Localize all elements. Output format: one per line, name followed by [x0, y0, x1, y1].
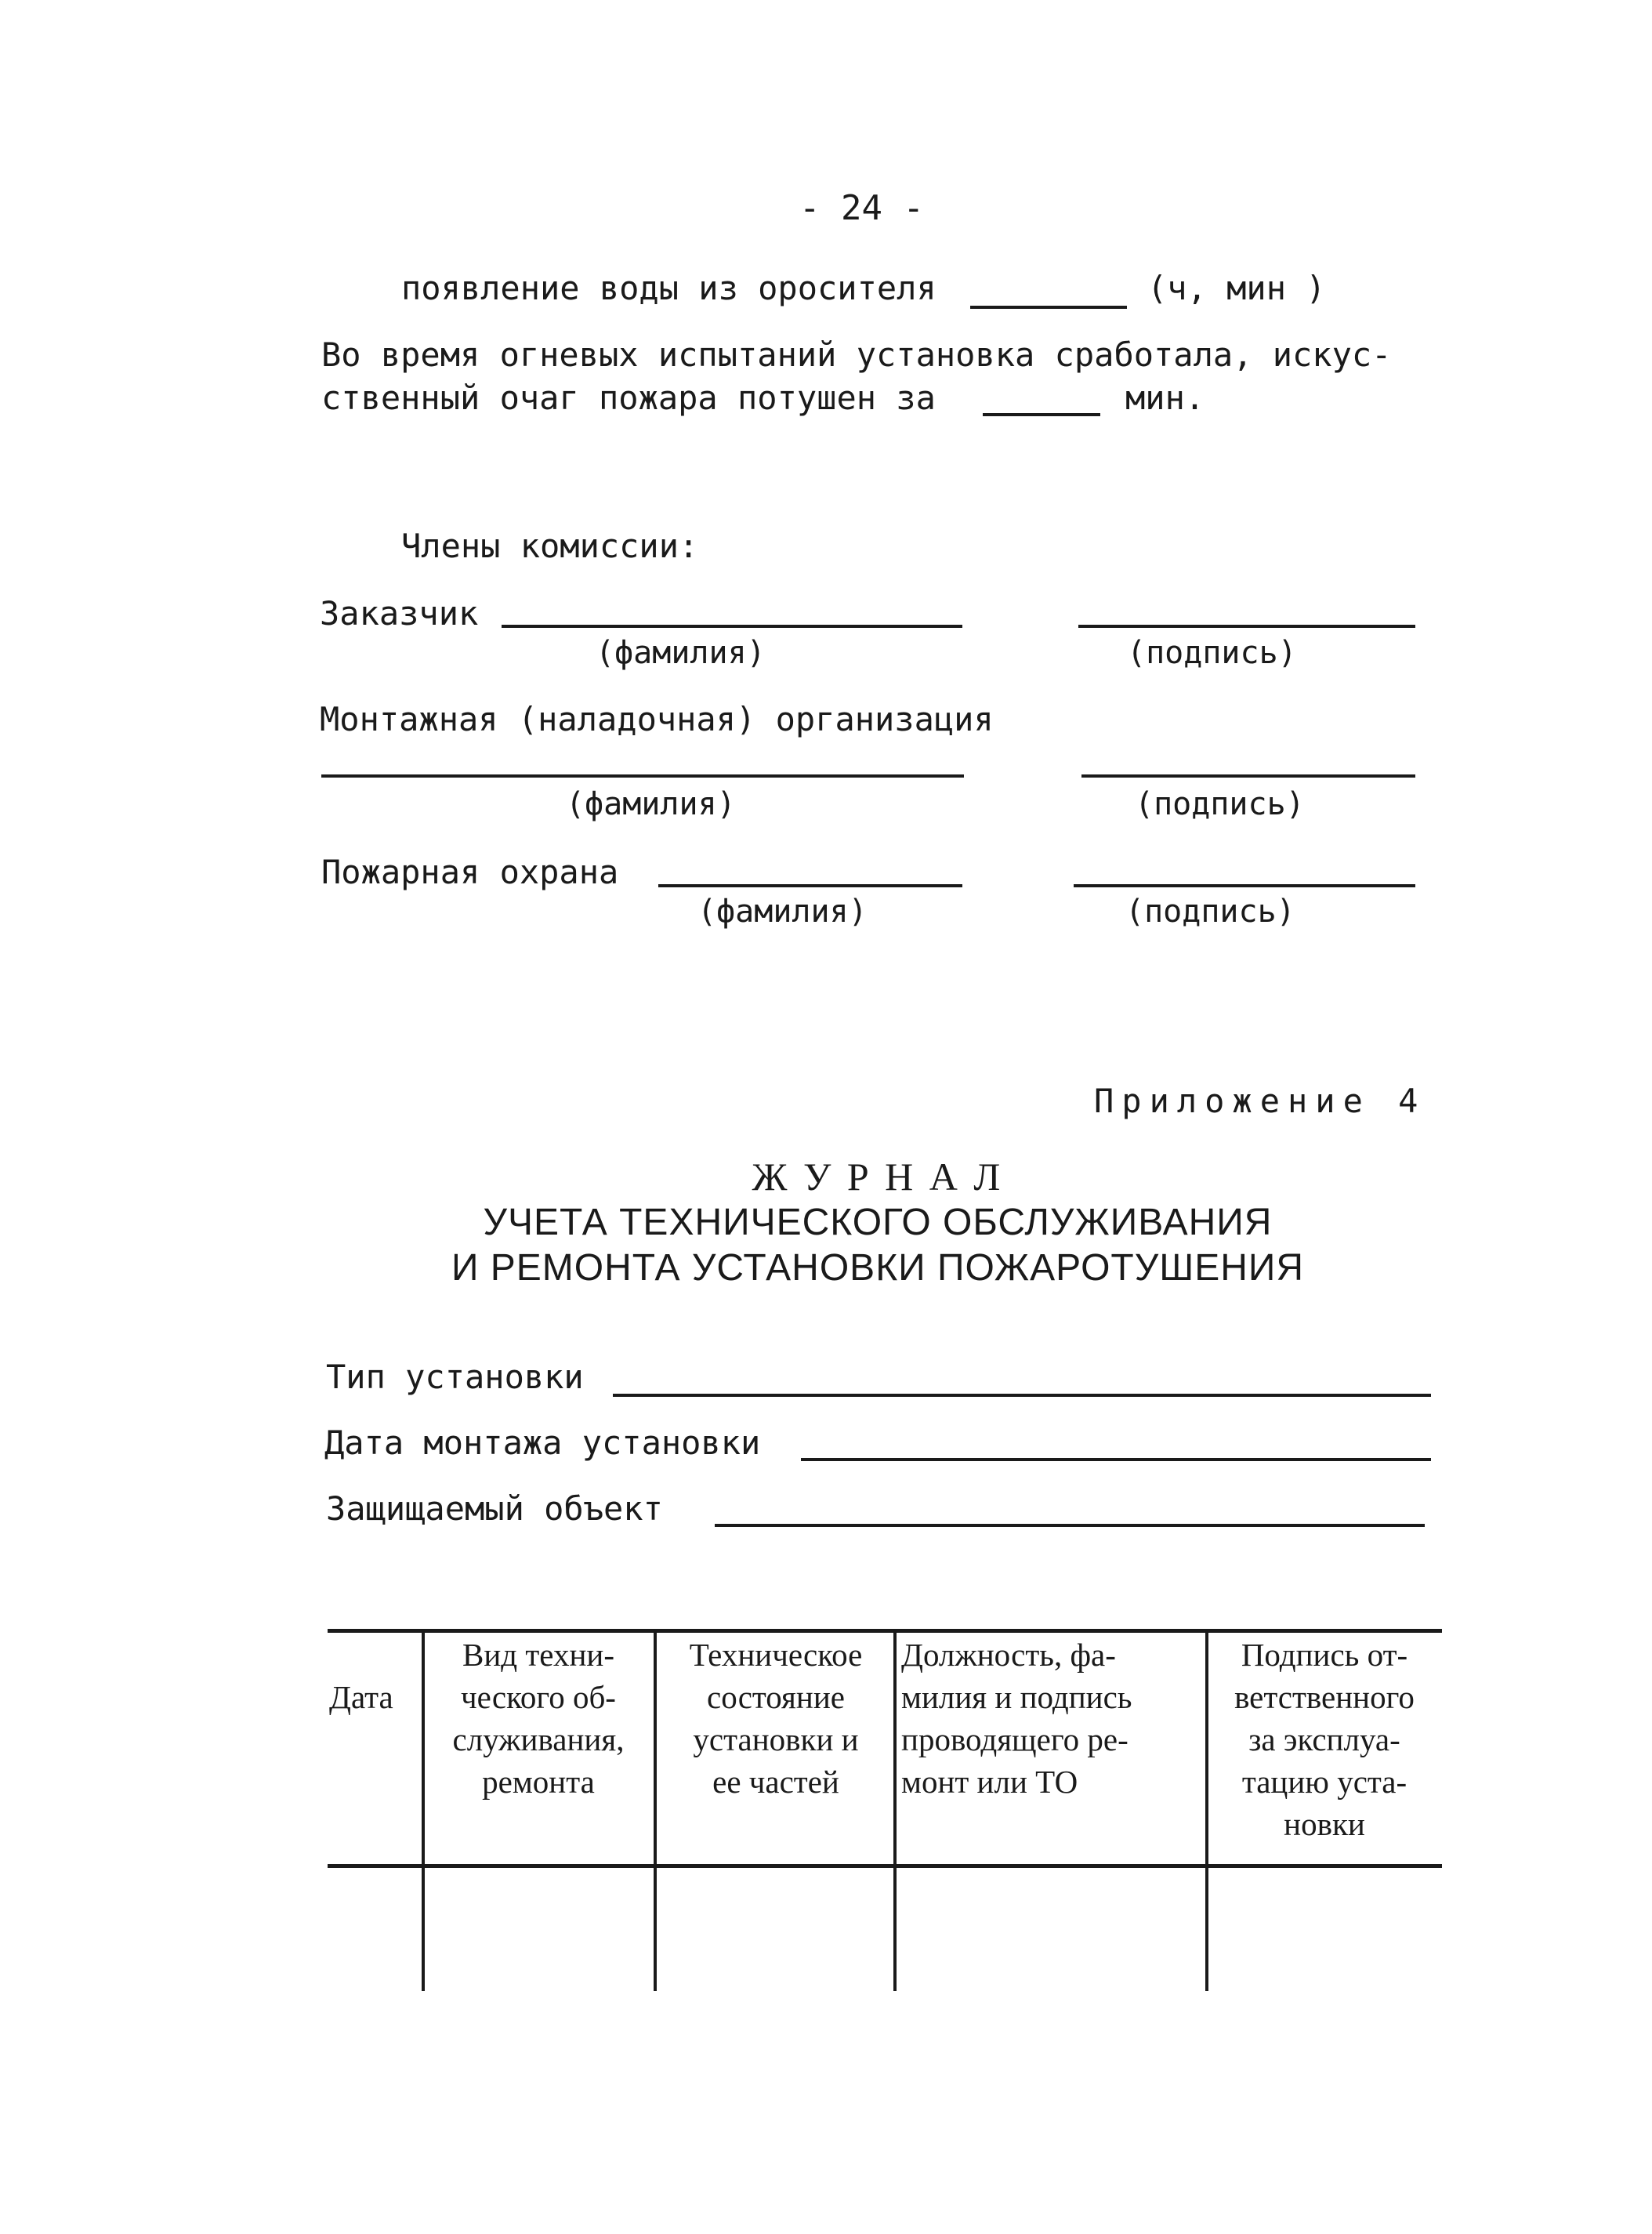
customer-signature-line: [1078, 625, 1415, 628]
header-line: проводящего ре-: [901, 1721, 1129, 1757]
header-line: Подпись от-: [1241, 1637, 1408, 1673]
header-line: Должность, фа-: [901, 1637, 1116, 1673]
header-line: ветственного: [1234, 1679, 1415, 1715]
table-column-divider: [654, 1630, 657, 1991]
header-technical-state: [658, 1634, 893, 1803]
installation-date-line: [801, 1458, 1431, 1461]
commission-title: Члены комиссии:: [401, 527, 699, 565]
installation-type-line: [613, 1394, 1431, 1397]
journal-title: Ж У Р Н А Л: [752, 1155, 1004, 1199]
header-line: ремонта: [482, 1764, 595, 1800]
fire-brigade-surname-line: [658, 884, 962, 887]
fire-time-unit: мин.: [1125, 379, 1205, 417]
table-header-bottom-rule: [328, 1864, 1442, 1868]
installer-label: Монтажная (наладочная) организация: [320, 700, 994, 738]
fire-test-line-1: Во время огневых испытаний установка сработала, искус-: [321, 335, 1392, 374]
table-column-divider: [893, 1630, 897, 1991]
header-date: Дата: [329, 1679, 393, 1715]
installer-surname-caption: (фамилия): [566, 786, 736, 822]
header-line: ее частей: [712, 1764, 839, 1800]
fire-brigade-surname-caption: (фамилия): [697, 894, 868, 930]
fire-test-line-2: ственный очаг пожара потушен за: [321, 379, 936, 417]
journal-subtitle-1: УЧЕТА ТЕХНИЧЕСКОГО ОБСЛУЖИВАНИЯ: [483, 1202, 1273, 1243]
customer-signature-caption: (подпись): [1127, 635, 1297, 671]
installation-type-label: Тип установки: [326, 1358, 584, 1396]
header-line: служивания,: [452, 1721, 625, 1757]
header-line: милия и подпись: [901, 1679, 1132, 1715]
installation-date-label: Дата монтажа установки: [324, 1423, 761, 1462]
fire-brigade-label: Пожарная охрана: [321, 853, 619, 891]
water-appearance-label: появление воды из оросителя: [401, 269, 936, 307]
customer-label: Заказчик: [320, 594, 479, 633]
table-top-rule: [328, 1629, 1442, 1633]
customer-surname-caption: (фамилия): [596, 635, 766, 671]
header-line: тацию уста-: [1241, 1764, 1407, 1800]
water-time-blank: [970, 306, 1127, 309]
customer-surname-line: [502, 625, 962, 628]
header-responsible-signature: [1208, 1634, 1440, 1845]
fire-brigade-signature-caption: (подпись): [1125, 894, 1295, 930]
installer-signature-caption: (подпись): [1135, 786, 1305, 822]
header-performer: [901, 1634, 1205, 1803]
journal-subtitle-2: И РЕМОНТА УСТАНОВКИ ПОЖАРОТУШЕНИЯ: [451, 1247, 1305, 1289]
header-line: Вид техни-: [462, 1637, 614, 1673]
fire-time-blank: [983, 413, 1100, 416]
header-line: ческого об-: [461, 1679, 616, 1715]
header-line: установки и: [693, 1721, 859, 1757]
protected-object-line: [715, 1524, 1425, 1527]
page-number: - 24 -: [799, 188, 924, 228]
fire-brigade-signature-line: [1074, 884, 1415, 887]
header-line: новки: [1284, 1806, 1365, 1842]
header-line: монт или ТО: [901, 1764, 1078, 1800]
installer-signature-line: [1081, 774, 1415, 778]
installer-surname-line: [321, 774, 964, 778]
header-line: Техническое: [689, 1637, 863, 1673]
water-time-unit: (ч, мин ): [1147, 269, 1326, 307]
header-line: состояние: [707, 1679, 845, 1715]
appendix-label: Приложение 4: [1094, 1082, 1426, 1120]
header-line: за эксплуа-: [1248, 1721, 1400, 1757]
header-service-type: [425, 1634, 652, 1803]
protected-object-label: Защищаемый объект: [326, 1489, 663, 1528]
